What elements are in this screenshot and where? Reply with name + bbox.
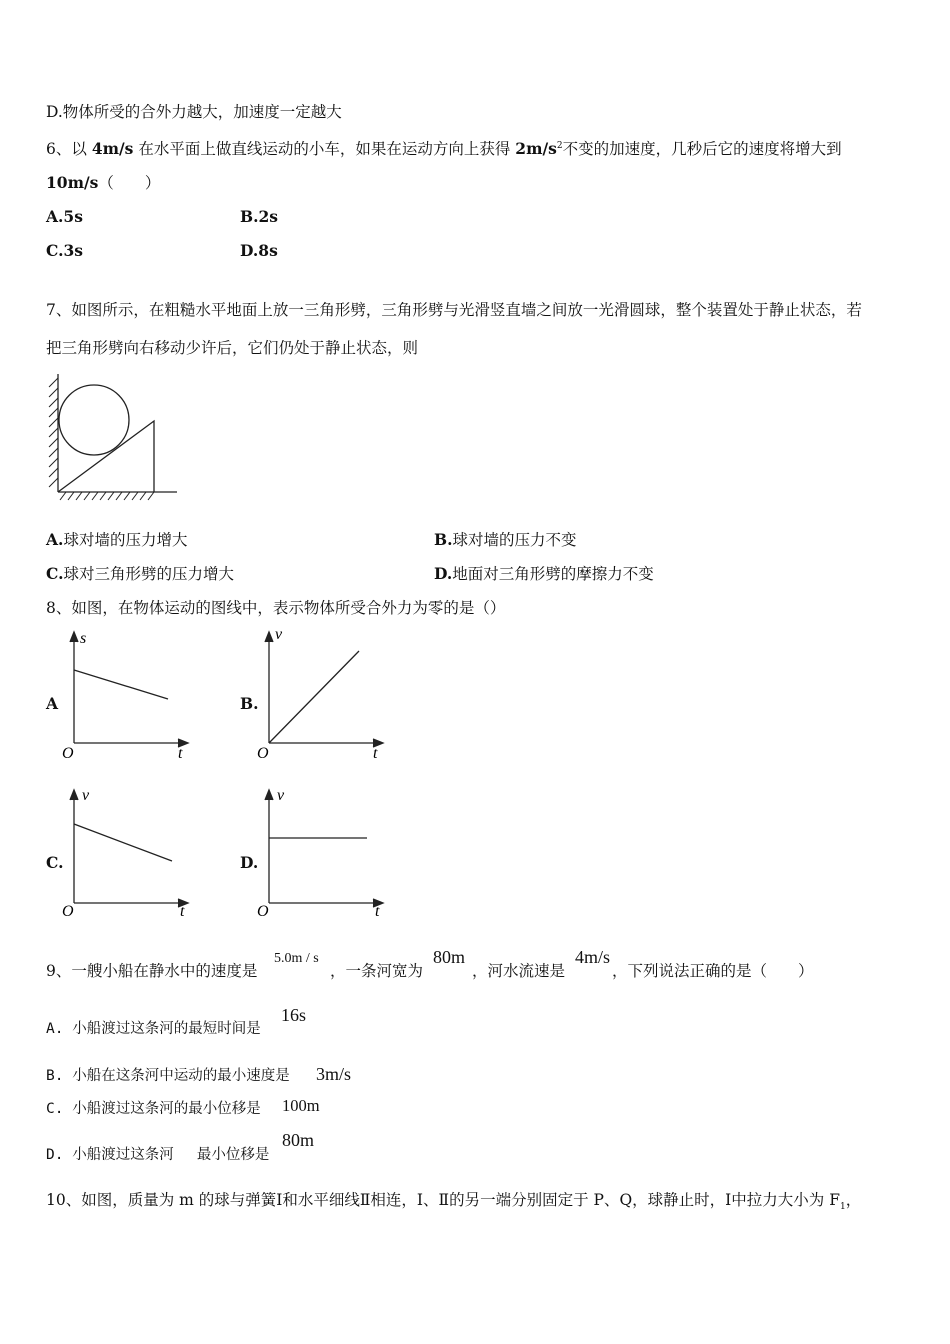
q6-option-a: A.5s <box>46 207 83 226</box>
q5-option-d: D.物体所受的合外力越大，加速度一定越大 <box>46 103 342 121</box>
q9-flow-speed: 4m/s <box>575 947 611 967</box>
option-text: 球对三角形劈的压力增大 <box>63 565 234 583</box>
q9-stem-part4: ，下列说法正确的是（ ） <box>612 962 814 980</box>
q8-option-a-label: A <box>46 694 59 713</box>
q8-graph-b <box>253 628 388 763</box>
q9-option-a-value: 16s <box>281 1005 307 1025</box>
option-text: 球对墙的压力不变 <box>452 531 577 549</box>
q8-option-d-label: D. <box>240 853 259 872</box>
q7-option-a <box>46 530 187 550</box>
option-text: 地面对三角形劈的摩擦力不变 <box>452 565 654 583</box>
q6-option-d: D.8s <box>240 241 278 260</box>
q7-option-b <box>434 530 577 550</box>
q10-stem <box>46 1190 861 1217</box>
q6-acceleration: 2m/s <box>515 139 557 158</box>
q6-option-b: B.2s <box>240 207 279 226</box>
q8-graph-a <box>58 628 193 763</box>
q8-graph-a-x-label: t <box>178 745 183 762</box>
q8-graph-c-line <box>74 824 172 861</box>
q8-graph-b-y-label: v <box>275 626 283 643</box>
q9-river-width: 80m <box>433 947 466 967</box>
q9-option-d-value: 80m <box>282 1130 315 1150</box>
q8-graph-a-line <box>74 670 168 699</box>
q8-option-c-label: C. <box>46 853 64 872</box>
q6-option-c: C.3s <box>46 241 83 260</box>
option-letter: B. <box>434 530 453 549</box>
q8-graph-d-origin: O <box>257 903 269 920</box>
q8-graph-c-x-label: t <box>180 903 185 920</box>
q8-graph-a-origin: O <box>62 745 74 762</box>
q9-stem-part3: ，河水流速是 <box>472 962 566 980</box>
q7-option-d <box>434 564 654 584</box>
q8-graph-c <box>58 786 193 921</box>
q9-option-b-value: 3m/s <box>316 1064 352 1084</box>
option-letter: C. <box>46 564 64 583</box>
q7-figure-wall-ball-wedge <box>40 370 190 505</box>
option-letter: A. <box>46 530 64 549</box>
q9-option-d: D. 小船渡过这条河 最小位移是 <box>46 1147 270 1163</box>
q9-option-a: A. 小船渡过这条河的最短时间是 <box>46 1021 261 1037</box>
q9-option-c: C. 小船渡过这条河的最小位移是 <box>46 1101 261 1117</box>
q6-stem-tail: 不变的加速度，几秒后它的速度将增大到 <box>562 140 842 158</box>
q9-option-c-value: 100m <box>282 1096 320 1115</box>
q7-stem-line1: 7、如图所示，在粗糙水平地面上放一三角形劈，三角形劈与光滑竖直墙之间放一光滑圆球，整个装置处于静止状态，若 <box>46 301 862 319</box>
q10-end: ， <box>845 1191 862 1209</box>
q8-graph-c-origin: O <box>62 903 74 920</box>
q10-text: 10、如图，质量为 m 的球与弹簧Ⅰ和水平细线Ⅱ相连，Ⅰ、Ⅱ的另一端分别固定于 P、Q，球静止时，Ⅰ中拉力大小为 F <box>46 1191 840 1209</box>
q8-graph-d-x-label: t <box>375 903 380 920</box>
q6-final-speed: 10m/s <box>46 173 99 192</box>
q7-stem-line2: 把三角形劈向右移动少许后，它们仍处于静止状态，则 <box>46 339 419 357</box>
q9-stem-part1: 9、一艘小船在静水中的速度是 <box>46 962 258 980</box>
q8-graph-a-y-label: s <box>80 630 87 647</box>
q6-paren: （ ） <box>98 174 161 192</box>
q10-subscript: 1 <box>839 1202 846 1213</box>
option-letter: D. <box>434 564 453 583</box>
q8-option-b-label: B. <box>240 694 259 713</box>
q8-graph-c-y-label: v <box>82 787 90 804</box>
q8-graph-b-x-label: t <box>373 745 378 762</box>
q6-stem-line2 <box>46 173 160 193</box>
q8-stem: 8、如图，在物体运动的图线中，表示物体所受合外力为零的是（） <box>46 599 506 617</box>
q9-stem-part2: ，一条河宽为 <box>330 962 424 980</box>
q8-graph-b-line <box>269 651 359 743</box>
q6-initial-speed: 4m/s <box>91 139 134 158</box>
q6-number: 6、以 <box>46 140 87 158</box>
q8-graph-d <box>253 786 388 921</box>
q9-boat-speed: 5.0m / s <box>274 951 319 966</box>
q7-option-c <box>46 564 234 584</box>
q6-stem-mid: 在水平面上做直线运动的小车，如果在运动方向上获得 <box>138 140 511 158</box>
q9-option-b: B. 小船在这条河中运动的最小速度是 <box>46 1068 290 1084</box>
option-text: 球对墙的压力增大 <box>63 531 188 549</box>
q6-stem-line1 <box>46 136 842 159</box>
q8-graph-d-y-label: v <box>277 787 285 804</box>
q6-acceleration-exponent: 2 <box>556 141 563 151</box>
q8-graph-b-origin: O <box>257 745 269 762</box>
